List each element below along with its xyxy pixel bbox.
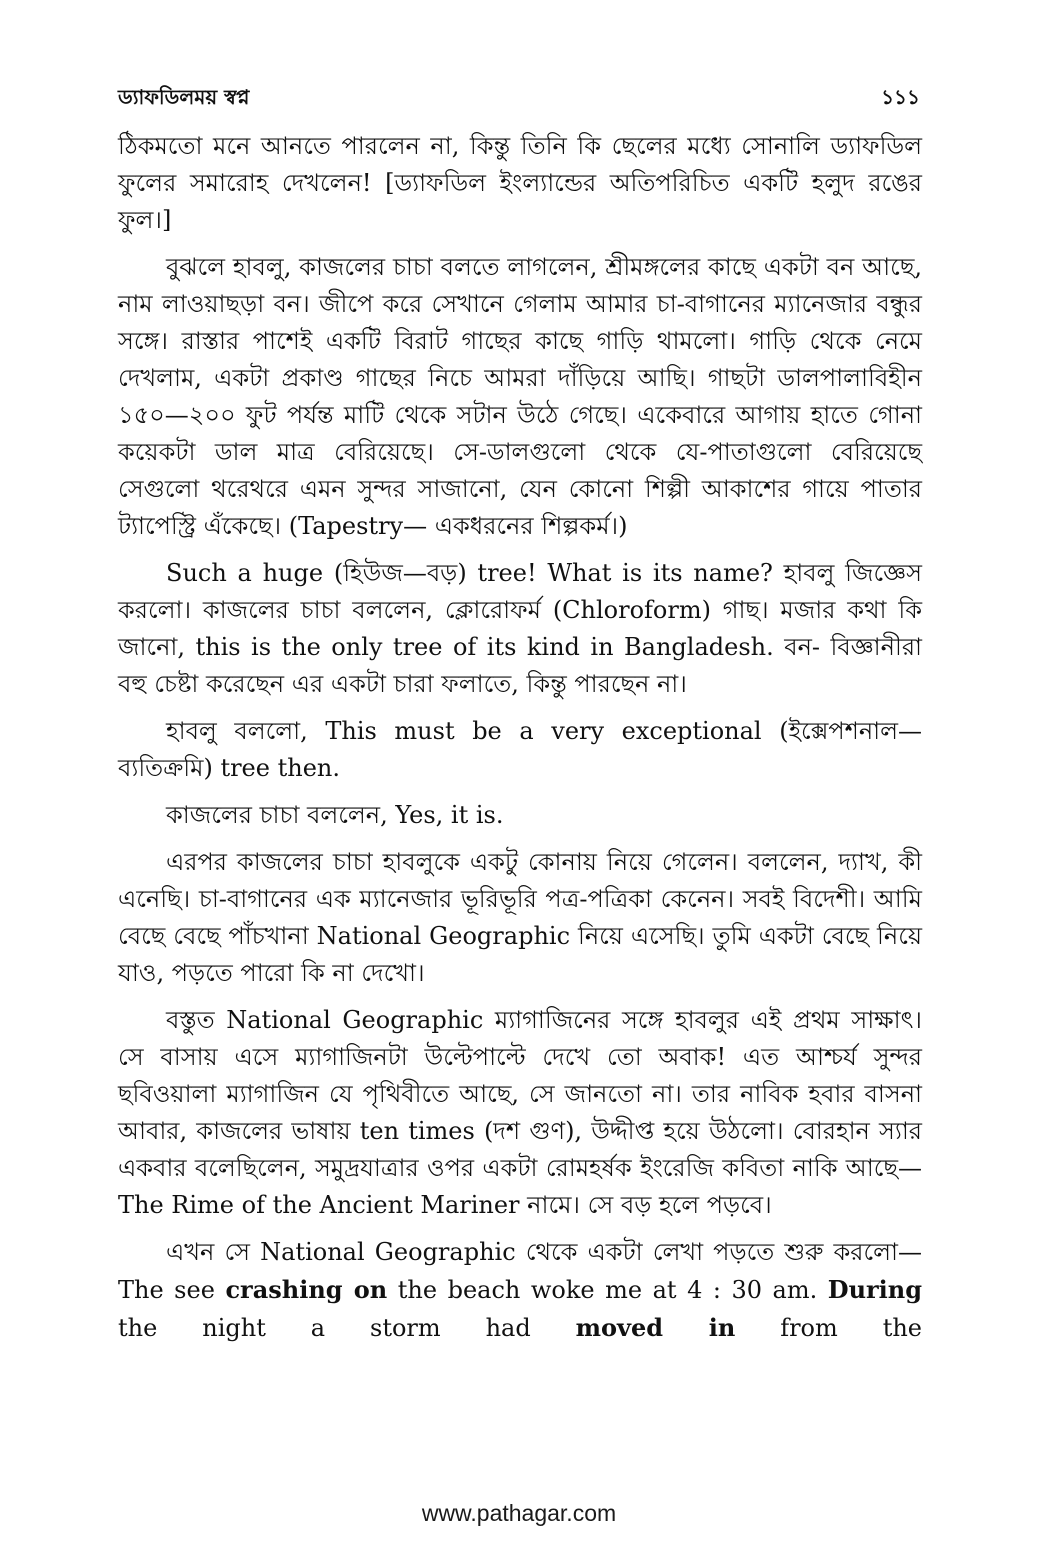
paragraph-8-bold-3: moved in bbox=[575, 1313, 736, 1342]
paragraph-8-text-1: এখন সে National Geographic থেকে একটা লেখা পড়তে শুরু করলো—The see bbox=[118, 1238, 922, 1304]
paragraph-8-text-2: the beach woke me at 4 : 30 am. bbox=[387, 1276, 828, 1304]
paragraph-8-bold-2: During bbox=[827, 1275, 923, 1304]
paragraph-8-bold-1: crashing on bbox=[225, 1275, 388, 1304]
paragraph-7: বস্তুত National Geographic ম্যাগাজিনের সঙ্গে হাবলুর এই প্রথম সাক্ষাৎ। সে বাসায় এসে ম্যাগাজিনটা উল্টেপাল্টে দেখে তো অবাক! এত আশ্চর্য সুন্দর ছবিওয়ালা ম্যাগাজিন যে পৃথিবীতে আছে, সে জানতো না। তার নাবিক হবার বাসনা আবার, কাজলের ভাষায় ten times (দশ গুণ), উদ্দীপ্ত হয়ে উঠলো। বোরহান স্যার একবার বলেছিলেন, সমুদ্রযাত্রার ওপর একটা রোমহর্ষক ইংরেজি কবিতা নাকি আছে—The Rime of the Ancient Mariner নামে। সে বড় হলে পড়বে। bbox=[118, 1006, 922, 1219]
footer-url: www.pathagar.com bbox=[421, 1500, 617, 1526]
paragraph-5: কাজলের চাচা বললেন, Yes, it is. bbox=[166, 801, 504, 829]
paragraph-1: ঠিকমতো মনে আনতে পারলেন না, কিন্তু তিনি কি ছেলের মধ্যে সোনালি ড্যাফডিল ফুলের সমারোহ দেখলেন! [ড্যাফডিল ইংল্যান্ডের অতিপরিচিত একটি হলুদ রঙের ফুল।] bbox=[118, 132, 922, 234]
page-number: ১১১ bbox=[881, 84, 920, 109]
paragraph-3: Such a huge (হিউজ—বড়) tree! What is its name? হাবলু জিজ্ঞেস করলো। কাজলের চাচা বললেন, ক্লোরোফর্ম (Chloroform) গাছ। মজার কথা কি জানো, this is the only tree of its kind in Bangladesh. বন- বিজ্ঞানীরা বহু চেষ্টা করেছেন এর একটা চারা ফলাতে, কিন্তু পারছেন না। bbox=[118, 559, 922, 698]
body-text bbox=[118, 128, 922, 1357]
paragraph-4: হাবলু বললো, This must be a very exceptional (ইক্সেপশনাল—ব্যতিক্রমি) tree then. bbox=[118, 717, 922, 782]
paragraph-8-text-4: from the bbox=[735, 1314, 922, 1342]
paragraph-2: বুঝলে হাবলু, কাজলের চাচা বলতে লাগলেন, শ্রীমঙ্গলের কাছে একটা বন আছে, নাম লাওয়াছড়া বন। জীপে করে সেখানে গেলাম আমার চা-বাগানের ম্যানেজার বন্ধুর সঙ্গে। রাস্তার পাশেই একটি বিরাট গাছের কাছে গাড়ি থামলো। গাড়ি থেকে নেমে দেখলাম, একটা প্রকাণ্ড গাছের নিচে আমরা দাঁড়িয়ে আছি। গাছটা ডালপালাবিহীন ১৫০—২০০ ফুট পর্যন্ত মাটি থেকে সটান উঠে গেছে। একেবারে আগায় হাতে গোনা কয়েকটা ডাল মাত্র বেরিয়েছে। সে-ডালগুলো থেকে যে-পাতাগুলো বেরিয়েছে সেগুলো থরেথরে এমন সুন্দর সাজানো, যেন কোনো শিল্পী আকাশের গায়ে পাতার ট্যাপেস্ট্রি এঁকেছে। (Tapestry— একধরনের শিল্পকর্ম।) bbox=[118, 253, 922, 540]
running-head bbox=[118, 82, 920, 116]
paragraph-6: এরপর কাজলের চাচা হাবলুকে একটু কোনায় নিয়ে গেলেন। বললেন, দ্যাখ, কী এনেছি। চা-বাগানের এক ম্যানেজার ভূরিভূরি পত্র-পত্রিকা কেনেন। সবই বিদেশী। আমি বেছে বেছে পাঁচখানা National Geographic নিয়ে এসেছি। তুমি একটা বেছে নিয়ে যাও, পড়তে পারো কি না দেখো। bbox=[118, 848, 922, 987]
chapter-title: ড্যাফডিলময় স্বপ্ন bbox=[118, 84, 250, 109]
paragraph-8-text-3: the night a storm had bbox=[118, 1314, 576, 1342]
paragraph-8 bbox=[118, 1234, 922, 1347]
